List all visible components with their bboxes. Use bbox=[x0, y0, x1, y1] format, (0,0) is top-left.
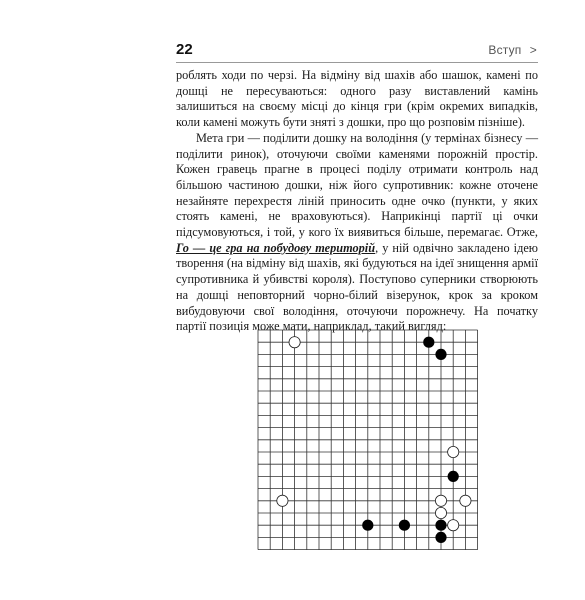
section-title: Вступ bbox=[488, 43, 522, 57]
paragraph-1: роблять ходи по черзі. На відміну від шахів або шашок, камені по дошці не пересуваються: одного разу виставлений камінь залишиться на своєму місці до кінця гри (крім окремих випадків, коли камені можуть бути зняті з дошки, про що розповім пізніше). bbox=[176, 68, 538, 130]
white-stone bbox=[435, 495, 446, 506]
paragraph-2 bbox=[176, 131, 538, 335]
page-number: 22 bbox=[176, 41, 193, 58]
white-stone bbox=[277, 495, 288, 506]
header-rule bbox=[176, 62, 538, 63]
go-board-diagram bbox=[252, 324, 482, 554]
black-stone bbox=[435, 349, 446, 360]
black-stone bbox=[435, 520, 446, 531]
black-stone bbox=[399, 520, 410, 531]
paragraph-2-start: Мета гри — поділити дошку на володіння (у термінах бізнесу — поділити ринок), оточуючи своїми каменями порожній простір. Кожен гравець прагне в процесі поділу отримати контроль над більшою частиною дошки, ніж його супротивник: кожне оточене незайняте перехрестя ліній приносить одне очко (пункти, у яких стоять камені, не враховуються). Наприкінці партії ці очки підсумовуються, і той, у кого їх виявиться більше, перемагає. Отже, bbox=[176, 130, 538, 240]
black-stone bbox=[435, 532, 446, 543]
black-stone bbox=[448, 471, 459, 482]
white-stone bbox=[448, 520, 459, 531]
body-text bbox=[176, 68, 538, 335]
chevron-right-icon: > bbox=[525, 43, 537, 57]
white-stone bbox=[289, 337, 300, 348]
white-stone bbox=[435, 507, 446, 518]
section-label bbox=[488, 43, 537, 57]
black-stone bbox=[423, 337, 434, 348]
white-stone bbox=[460, 495, 471, 506]
emphasis-phrase: Го — це гра на побудову територій bbox=[176, 240, 376, 255]
black-stone bbox=[362, 520, 373, 531]
paragraph-2-end: , у ній одвічно закладено ідею творення (на відміну від шахів, які будуються на ідеї знищення армії супротивника й убивстві короля). Поступово суперники створюють на дошці неповторний чорно-білий візерунок, крок за кроком вибудовуючи свої володіння, оточуючи порожнечу. На початку партії позиція може мати, наприклад, такий вигляд: bbox=[176, 240, 538, 334]
white-stone bbox=[448, 446, 459, 457]
